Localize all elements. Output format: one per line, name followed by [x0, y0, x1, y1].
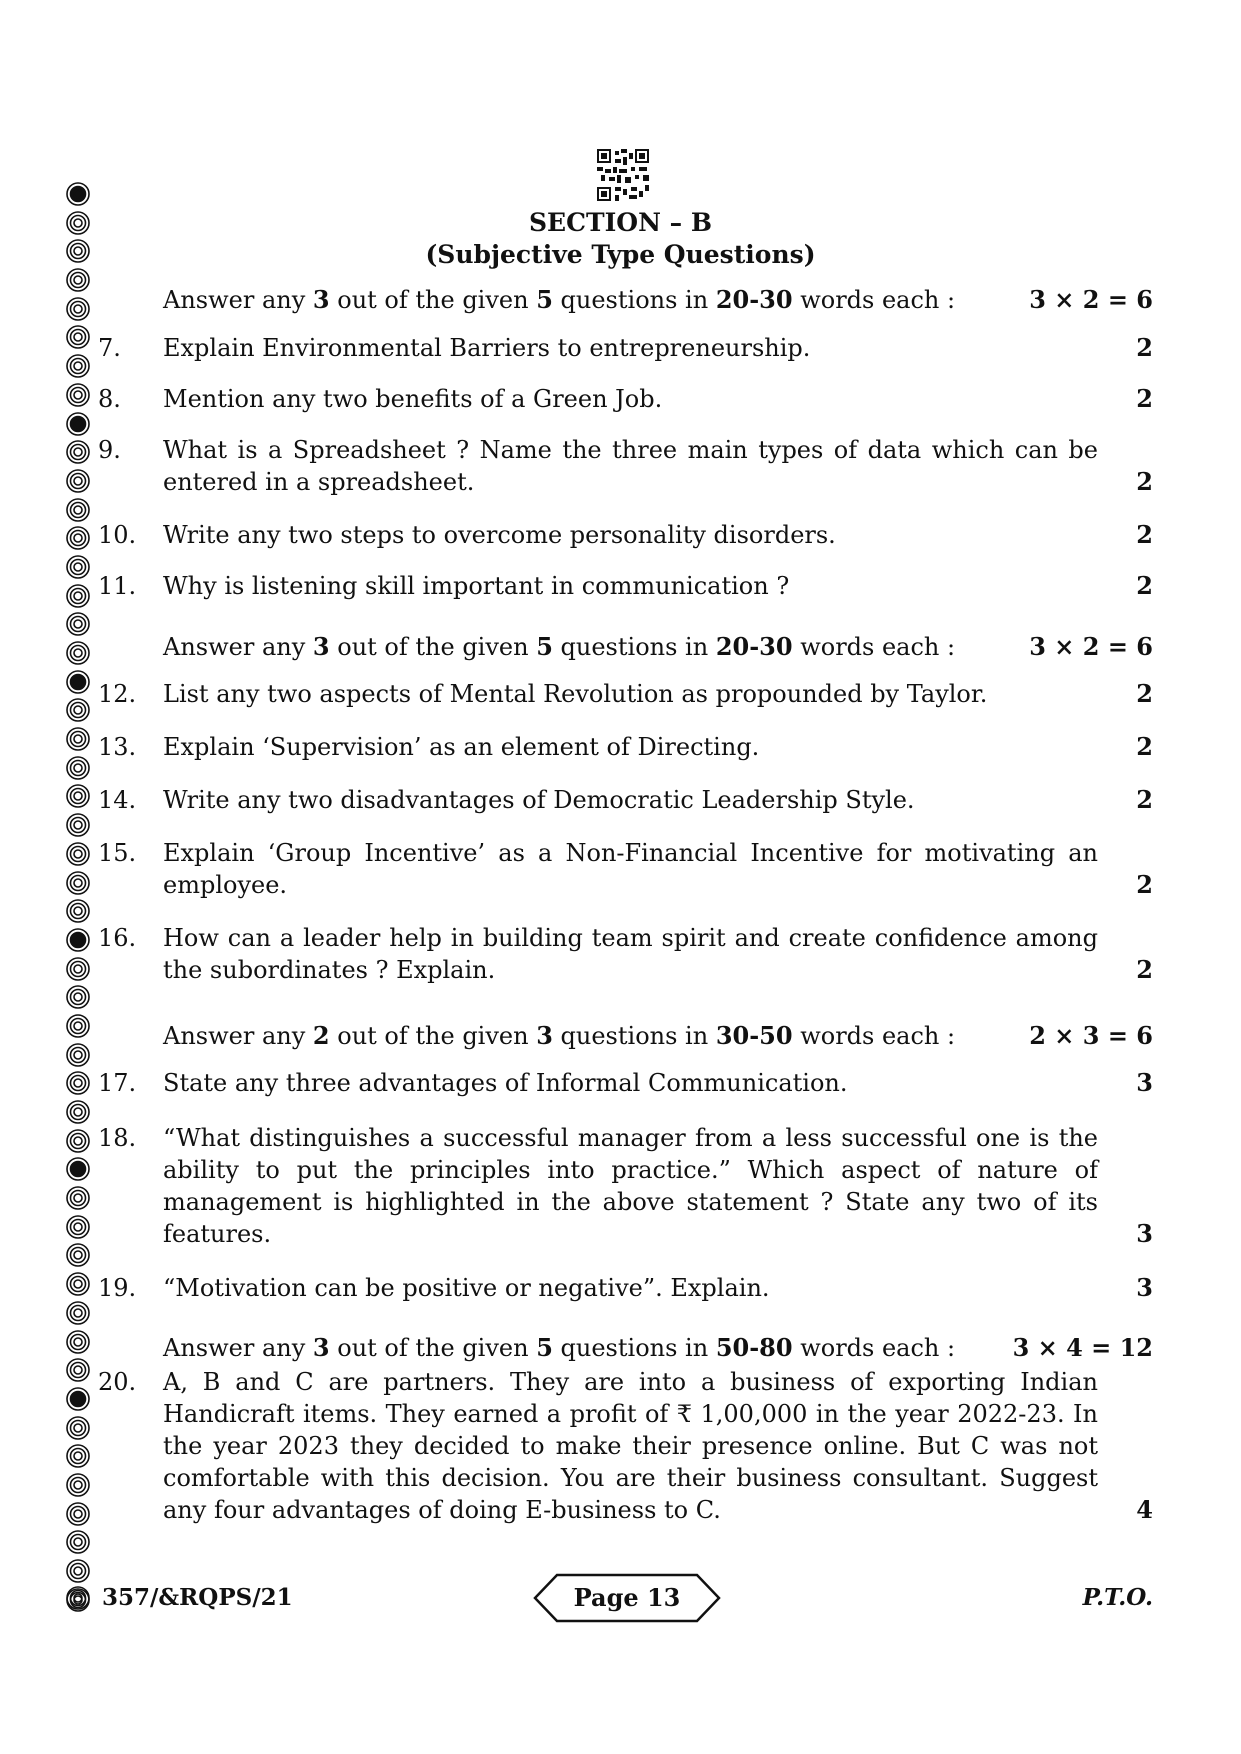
- question-number: 8.: [98, 385, 121, 413]
- question-text: Explain ‘Supervision’ as an element of Directing.: [163, 733, 760, 761]
- question-number: 19.: [98, 1274, 137, 1302]
- ring-icon: [66, 584, 90, 608]
- question-marks: 2: [1136, 679, 1153, 708]
- instruction-line: [163, 1021, 1153, 1050]
- ring-icon: [66, 555, 90, 579]
- ring-icon: [66, 1530, 90, 1554]
- question-number: 11.: [98, 572, 137, 600]
- ring-icon: [66, 1330, 90, 1354]
- ring-icon: [66, 1100, 90, 1124]
- question-marks: 3: [1136, 1273, 1153, 1302]
- instruction-text: Answer any 3 out of the given 5 questions in 20-30 words each :: [163, 632, 956, 661]
- ring-icon: [66, 1559, 90, 1583]
- question-marks: 2: [1136, 467, 1153, 496]
- page-number: Page 13: [573, 1583, 681, 1612]
- question-marks: 2: [1136, 732, 1153, 761]
- question-marks: 2: [1136, 333, 1153, 362]
- instruction-marks: 3 × 4 = 12: [1012, 1333, 1153, 1362]
- ring-icon: [66, 1444, 90, 1468]
- ring-icon: [66, 1215, 90, 1239]
- instruction-marks: 3 × 2 = 6: [1029, 285, 1153, 314]
- question-text: Why is listening skill important in communication ?: [163, 572, 790, 600]
- ring-icon: [66, 899, 90, 923]
- question-number: 20.: [98, 1368, 137, 1396]
- qr-code-icon: [597, 149, 649, 201]
- question-text: Write any two steps to overcome personality disorders.: [163, 521, 836, 549]
- question-marks: 2: [1136, 520, 1153, 549]
- ring-icon: [66, 784, 90, 808]
- question-number: 7.: [98, 334, 121, 362]
- ring-icon: [66, 440, 90, 464]
- ring-icon: [66, 756, 90, 780]
- solid-ring-icon: [66, 412, 90, 436]
- question-marks: 2: [1136, 571, 1153, 600]
- question-text: Mention any two benefits of a Green Job.: [163, 385, 663, 413]
- solid-ring-icon: [66, 670, 90, 694]
- question-number: 18.: [98, 1124, 137, 1152]
- ring-icon: [66, 1416, 90, 1440]
- ring-icon: [66, 957, 90, 981]
- question-text: List any two aspects of Mental Revolution as propounded by Taylor.: [163, 680, 988, 708]
- question-number: 10.: [98, 521, 137, 549]
- ring-icon: [66, 698, 90, 722]
- ring-icon: [66, 1473, 90, 1497]
- question-marks: 3: [1136, 1219, 1153, 1248]
- pto-label: P.T.O.: [1082, 1584, 1153, 1611]
- ring-icon: [66, 1014, 90, 1038]
- ring-icon: [66, 498, 90, 522]
- instruction-line: [163, 285, 1153, 314]
- question-text: A, B and C are partners. They are into a business of exporting Indian Handicraft items. They earned a profit of ₹ 1,00,000 in the year 2022-23. In the year 2023 they decided to make their presence online. But C was not comfortable with this decision. You are their business consultant. Suggest any four advantages of doing E-business to C.: [163, 1368, 1098, 1524]
- ring-icon: [66, 354, 90, 378]
- ring-icon: [66, 526, 90, 550]
- instruction-text: Answer any 2 out of the given 3 questions in 30-50 words each :: [163, 1021, 956, 1050]
- ring-icon: [66, 297, 90, 321]
- ring-icon: [66, 1186, 90, 1210]
- question-text: State any three advantages of Informal Communication.: [163, 1069, 848, 1097]
- ring-icon: [66, 985, 90, 1009]
- question-number: 15.: [98, 839, 137, 867]
- question-text: Explain ‘Group Incentive’ as a Non-Financial Incentive for motivating an employee.: [163, 839, 1098, 899]
- ring-icon: [66, 871, 90, 895]
- question-marks: 2: [1136, 785, 1153, 814]
- instruction-marks: 3 × 2 = 6: [1029, 632, 1153, 661]
- instruction-line: [163, 1333, 1153, 1362]
- ring-icon: [66, 1358, 90, 1382]
- ring-icon: [66, 1586, 90, 1610]
- question-item: [98, 837, 1153, 901]
- question-item: [98, 1067, 1153, 1099]
- section-title: SECTION – B: [529, 208, 712, 237]
- question-number: 13.: [98, 733, 137, 761]
- question-text: What is a Spreadsheet ? Name the three main types of data which can be entered in a spreadsheet.: [163, 436, 1098, 496]
- ring-icon: [66, 383, 90, 407]
- question-item: [98, 1122, 1153, 1250]
- instruction-text: Answer any 3 out of the given 5 questions in 50-80 words each :: [163, 1333, 956, 1362]
- question-number: 9.: [98, 436, 121, 464]
- question-text: Write any two disadvantages of Democratic Leadership Style.: [163, 786, 915, 814]
- section-subtitle: (Subjective Type Questions): [425, 240, 816, 269]
- ring-icon: [66, 325, 90, 349]
- solid-ring-icon: [66, 1387, 90, 1411]
- ring-icon: [66, 842, 90, 866]
- question-item: [98, 332, 1153, 364]
- question-item: [98, 434, 1153, 498]
- question-item: [98, 1366, 1153, 1526]
- question-text: Explain Environmental Barriers to entrepreneurship.: [163, 334, 811, 362]
- ring-icon: [66, 727, 90, 751]
- question-text: “What distinguishes a successful manager from a less successful one is the ability to put the principles into practice.” Which aspect of nature of management is highlighted in the above statement ? State any two of its features.: [163, 1124, 1098, 1248]
- question-item: [98, 784, 1153, 816]
- question-item: [98, 1272, 1153, 1304]
- ring-icon: [66, 1502, 90, 1526]
- question-number: 16.: [98, 924, 137, 952]
- question-number: 17.: [98, 1069, 137, 1097]
- paper-code: 357/&RQPS/21: [102, 1584, 293, 1611]
- question-item: [98, 519, 1153, 551]
- instruction-line: [163, 632, 1153, 661]
- question-number: 12.: [98, 680, 137, 708]
- question-text: How can a leader help in building team spirit and create confidence among the subordinates ? Explain.: [163, 924, 1098, 984]
- ring-icon: [66, 612, 90, 636]
- ring-icon: [66, 1043, 90, 1067]
- question-marks: 3: [1136, 1068, 1153, 1097]
- question-item: [98, 922, 1153, 986]
- question-marks: 2: [1136, 955, 1153, 984]
- question-item: [98, 383, 1153, 415]
- question-item: [98, 731, 1153, 763]
- left-ring-border: [61, 182, 95, 1612]
- ring-icon: [66, 1129, 90, 1153]
- ring-icon: [66, 1071, 90, 1095]
- solid-ring-icon: [66, 1157, 90, 1181]
- ring-icon: [66, 268, 90, 292]
- ring-icon: [66, 813, 90, 837]
- ring-icon: [66, 641, 90, 665]
- question-text: “Motivation can be positive or negative”. Explain.: [163, 1274, 770, 1302]
- instruction-marks: 2 × 3 = 6: [1029, 1021, 1153, 1050]
- question-marks: 2: [1136, 384, 1153, 413]
- question-number: 14.: [98, 786, 137, 814]
- ring-icon: [66, 469, 90, 493]
- question-item: [98, 570, 1153, 602]
- instruction-text: Answer any 3 out of the given 5 questions in 20-30 words each :: [163, 285, 956, 314]
- question-marks: 4: [1136, 1495, 1153, 1524]
- ring-icon: [66, 1301, 90, 1325]
- ring-icon: [66, 1272, 90, 1296]
- solid-ring-icon: [66, 928, 90, 952]
- question-marks: 2: [1136, 870, 1153, 899]
- solid-ring-icon: [66, 182, 90, 206]
- question-item: [98, 678, 1153, 710]
- ring-icon: [66, 1243, 90, 1267]
